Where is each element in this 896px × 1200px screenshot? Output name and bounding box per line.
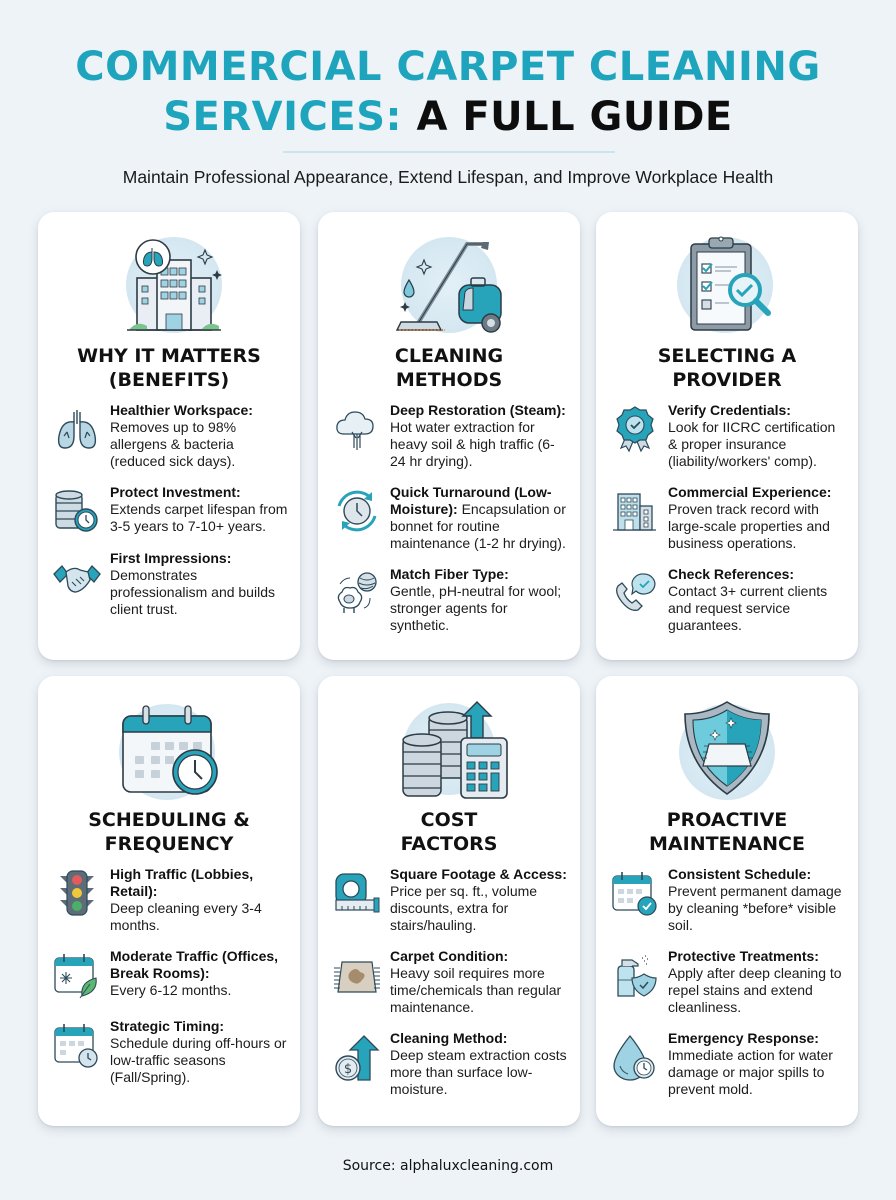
title-dark: A FULL GUIDE [416,94,733,140]
shield-carpet-icon [657,694,797,804]
list-item [52,402,290,470]
source-credit: Source: alphaluxcleaning.com [342,1158,554,1174]
item-heading: Check References: [668,566,795,582]
title-accent: SERVICES: [163,94,402,140]
calendar-clock-icon [99,694,239,804]
list-item [332,402,570,470]
card-why-it-matters [38,212,300,660]
card-items [52,866,290,1100]
item-heading: Strategic Timing: [110,1018,225,1034]
card-title [596,344,858,392]
item-heading: Moderate Traffic (Offices, Break Rooms): [110,948,279,981]
item-heading: Quick Turnaround (Low-Moisture): [390,484,552,517]
card-title [596,808,858,856]
card-items [52,402,290,632]
card-cleaning-methods [318,212,580,660]
card-items [610,866,848,1112]
svg-text:$: $ [343,1062,353,1077]
list-item [332,948,570,1016]
item-body: Prevent permanent damage by cleaning *before* visible soil. [668,883,842,933]
card-items [332,402,570,648]
carpet-extractor-icon [379,230,519,340]
list-item [610,402,848,470]
card-title [38,344,300,392]
item-heading: Verify Credentials: [668,402,791,418]
card-title-line-2: MAINTENANCE [649,833,805,855]
card-title [38,808,300,856]
list-item [332,484,570,552]
card-scheduling-frequency [38,676,300,1126]
list-item [332,866,570,934]
award-badge-icon [610,404,660,454]
spray-shield-icon [610,950,660,1000]
list-item [52,866,290,934]
item-body: Immediate action for water damage or major spills to prevent mold. [668,1047,833,1097]
item-heading: Commercial Experience: [668,484,832,500]
card-title-line-2: FACTORS [400,833,498,855]
list-item [610,948,848,1016]
clipboard-magnifier-icon [657,230,797,340]
handshake-icon [52,552,102,602]
card-cost-factors [318,676,580,1126]
item-body: Contact 3+ current clients and request service guarantees. [668,583,828,633]
item-body: Encapsulation or bonnet for routine maintenance (1-2 hr drying). [390,501,566,551]
lungs-icon [52,404,102,454]
item-body: Gentle, pH-neutral for wool; stronger agents for synthetic. [390,583,562,633]
item-heading: Square Footage & Access: [390,866,567,882]
list-item [610,866,848,934]
coins-clock-icon [52,486,102,536]
title-line-2 [0,92,896,142]
item-heading: Protect Investment: [110,484,241,500]
card-items [332,866,570,1112]
office-building-lungs-icon [99,230,239,340]
item-body: Heavy soil requires more time/chemicals than regular maintenance. [390,965,562,1015]
list-item [52,1018,290,1086]
card-title-line-2: METHODS [395,369,503,391]
item-body: Demonstrates professionalism and builds client trust. [110,567,275,617]
water-drop-clock-icon [610,1032,660,1082]
card-proactive-maintenance [596,676,858,1126]
page-subtitle: Maintain Professional Appearance, Extend Lifespan, and Improve Workplace Health [122,167,774,187]
list-item [610,484,848,552]
item-heading: First Impressions: [110,550,232,566]
item-heading: Deep Restoration (Steam): [390,402,566,418]
title-line-1: COMMERCIAL CARPET CLEANING [75,44,821,90]
calendar-season-icon [52,950,102,1000]
list-item [52,550,290,618]
item-heading: Emergency Response: [668,1030,819,1046]
sheep-yarn-icon [332,568,382,618]
item-body: Proven track record with large-scale properties and business operations. [668,501,830,551]
item-body: Every 6-12 months. [110,982,232,998]
page-title [0,42,896,142]
item-body: Removes up to 98% allergens & bacteria (reduced sick days). [110,419,237,469]
list-item [52,484,290,536]
list-item [610,566,848,634]
list-item [332,1030,570,1098]
card-title [318,344,580,392]
item-body: Hot water extraction for heavy soil & high traffic (6-24 hr drying). [390,419,555,469]
list-item [52,948,290,1000]
card-selecting-a-provider [596,212,858,660]
phone-chat-icon [610,568,660,618]
card-title-line-1: SCHEDULING & [88,809,250,831]
card-title-line-1: COST [420,809,478,831]
item-heading: Healthier Workspace: [110,402,253,418]
item-body: Extends carpet lifespan from 3-5 years to 7-10+ years. [110,501,288,534]
item-body: Schedule during off-hours or low-traffic seasons (Fall/Spring). [110,1035,287,1085]
item-heading: High Traffic (Lobbies, Retail): [110,866,254,899]
item-heading: Cleaning Method: [390,1030,508,1046]
card-title-line-1: SELECTING A [657,345,797,367]
office-building-icon [610,486,660,536]
item-body: Price per sq. ft., volume discounts, extra for stairs/hauling. [390,883,538,933]
tape-measure-icon [332,868,382,918]
item-heading: Carpet Condition: [390,948,509,964]
card-items [610,402,848,648]
item-body: Deep cleaning every 3-4 months. [110,900,262,933]
card-title [318,808,580,856]
item-body: Apply after deep cleaning to repel stains and extend cleanliness. [668,965,842,1015]
card-title-line-2: FREQUENCY [104,833,234,855]
item-body: Deep steam extraction costs more than surface low-moisture. [390,1047,567,1097]
item-heading: Protective Treatments: [668,948,819,964]
stained-carpet-icon [332,950,382,1000]
item-heading: Consistent Schedule: [668,866,812,882]
item-heading: Match Fiber Type: [390,566,509,582]
list-item [610,1030,848,1098]
title-divider [283,151,615,153]
list-item [332,566,570,634]
calendar-check-icon [610,868,660,918]
card-title-line-2: (BENEFITS) [108,369,230,391]
card-title-line-1: WHY IT MATTERS [77,345,261,367]
coins-calculator-icon [379,694,519,804]
calendar-clock-small-icon [52,1020,102,1070]
dollar-arrow-up-icon [332,1032,382,1082]
card-title-line-1: PROACTIVE [666,809,788,831]
item-body: Look for IICRC certification & proper insurance (liability/workers' comp). [668,419,836,469]
clock-refresh-icon [332,486,382,536]
traffic-light-icon [52,868,102,918]
card-title-line-1: CLEANING [394,345,504,367]
card-title-line-2: PROVIDER [672,369,782,391]
steam-cloud-icon [332,404,382,454]
